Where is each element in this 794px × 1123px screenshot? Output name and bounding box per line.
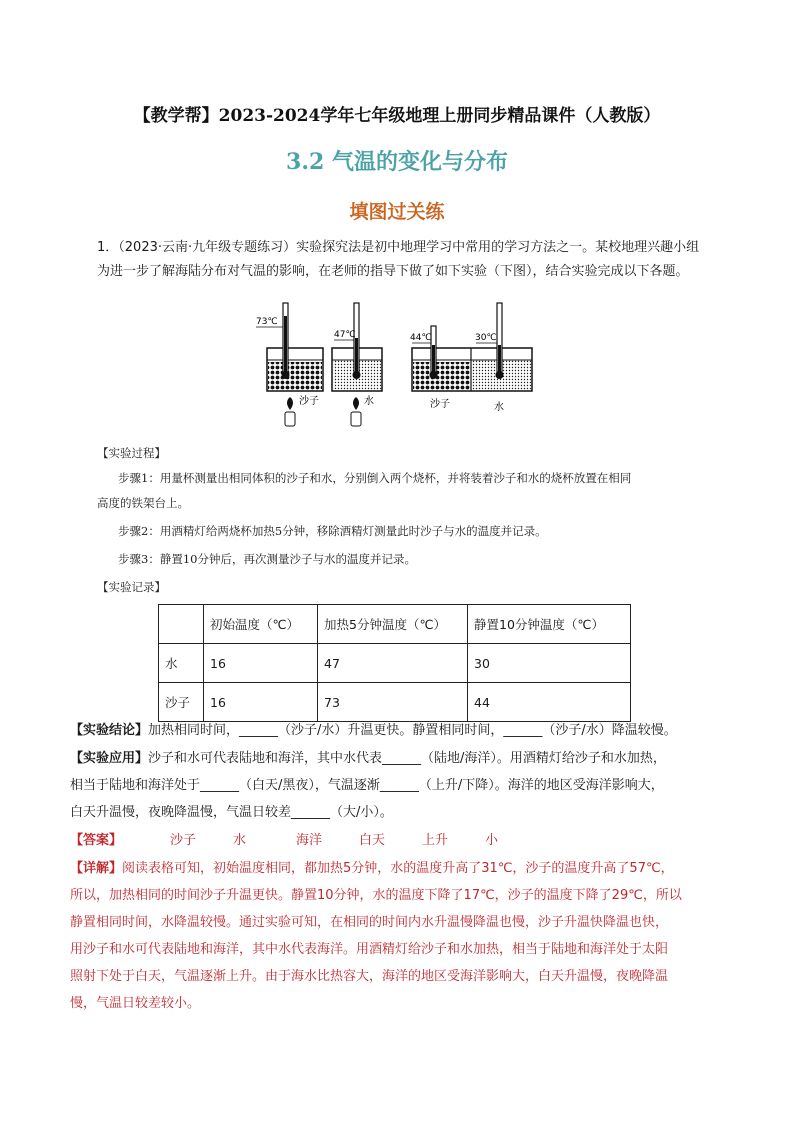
label-sand-2: 沙子 (430, 399, 450, 410)
explanation-line-6: 慢，气温日较差较小。 (70, 996, 201, 1011)
table-cell: 水 (159, 644, 204, 683)
answer-item: 小 (485, 833, 499, 848)
table-cell: 44 (468, 683, 631, 722)
table-header-cell (159, 605, 204, 644)
table-header-cell: 初始温度（℃） (204, 605, 318, 644)
answer-item: 海洋 (296, 833, 323, 848)
step-2: 步骤2：用酒精灯给两烧杯加热5分钟，移除酒精灯测量此时沙子与水的温度并记录。 (118, 524, 547, 538)
label-water-1: 水 (364, 396, 374, 407)
answer-item: 水 (233, 833, 247, 848)
answer-item: 沙子 (170, 833, 197, 848)
conclusion (70, 717, 730, 744)
application-line-3: 白天升温慢，夜晚降温慢，气温日较差______（大/小）。 (70, 805, 393, 820)
step-1-line-a: 步骤1：用量杯测量出相同体积的沙子和水，分别倒入两个烧杯，并将装着沙子和水的烧杯放置在相同 (118, 471, 632, 485)
conclusion-label: 【实验结论】 (70, 723, 149, 738)
series-title: 【教学帮】2023-2024学年七年级地理上册同步精品课件（人教版） (133, 106, 661, 126)
explanation-line-4: 用沙子和水可代表陆地和海洋，其中水代表海洋。用酒精灯给沙子和水加热，相当于陆地和海洋处于太阳 (70, 942, 669, 957)
table-cell: 47 (318, 644, 468, 683)
thermo-reading-2: 47℃ (334, 330, 356, 340)
table-cell: 30 (468, 644, 631, 683)
record-table (158, 604, 631, 722)
label-sand-1: 沙子 (299, 396, 319, 407)
record-heading: 【实验记录】 (97, 580, 166, 594)
beaker-water-heated (332, 303, 382, 391)
application-line-2: 相当于陆地和海洋处于______（白天/黑夜），气温逐渐______（上升/下降）。海洋的地区受海洋影响大， (70, 778, 664, 793)
table-header-cell: 静置10分钟温度（℃） (468, 605, 631, 644)
explanation-line-5: 照射下处于白天，气温逐渐上升。由于海水比热容大，海洋的地区受海洋影响大，白天升温慢，夜晚降温 (70, 969, 669, 984)
question-line-2: 为进一步了解海陆分布对气温的影响，在老师的指导下做了如下实验（下图），结合实验完成以下各题。 (97, 264, 689, 279)
answer-item: 上升 (422, 833, 449, 848)
burner-icon (351, 397, 361, 426)
table-header-row (159, 605, 631, 644)
answer-label: 【答案】 (70, 833, 123, 848)
question-text (97, 236, 717, 284)
thermo-reading-1: 73℃ (256, 317, 278, 327)
explanation-line-3: 静置相同时间，水降温较慢。通过实验可知，在相同的时间内水升温慢降温也慢，沙子升温快降温也快， (70, 915, 669, 930)
answer-item: 白天 (359, 833, 386, 848)
application-line-1: 沙子和水可代表陆地和海洋，其中水代表______（陆地/海洋）。用酒精灯给沙子和水加热， (148, 751, 666, 766)
answer-row (70, 827, 730, 854)
conclusion-text: 加热相同时间，______（沙子/水）升温更快。静置相同时间，______（沙子/水）降温较慢。 (148, 723, 677, 738)
table-cell: 73 (318, 683, 468, 722)
application-label: 【实验应用】 (70, 751, 149, 766)
table-header-cell: 加热5分钟温度（℃） (318, 605, 468, 644)
application (70, 745, 730, 826)
table-cell: 16 (204, 683, 318, 722)
table-cell: 16 (204, 644, 318, 683)
table-row (159, 683, 631, 722)
explanation-line-2: 所以，加热相同的时间沙子升温更快。静置10分钟，水的温度下降了17℃，沙子的温度下降了29℃，所以 (70, 888, 682, 903)
question-line-1: 1．（2023·云南·九年级专题练习）实验探究法是初中地理学习中常用的学习方法之一。某校地理兴趣小组 (97, 240, 700, 255)
process-heading: 【实验过程】 (97, 446, 166, 460)
experiment-figure (250, 300, 540, 434)
step-3: 步骤3：静置10分钟后，再次测量沙子与水的温度并记录。 (118, 552, 416, 566)
table-row (159, 644, 631, 683)
explanation-label: 【详解】 (70, 861, 123, 876)
explanation (70, 855, 730, 1017)
beaker-combined (412, 303, 532, 391)
step-1-line-b: 高度的铁架台上。 (97, 496, 189, 510)
lesson-title: 3.2 气温的变化与分布 (286, 149, 508, 175)
explanation-line-1: 阅读表格可知，初始温度相同，都加热5分钟，水的温度升高了31℃，沙子的温度升高了57℃， (122, 861, 674, 876)
table-cell: 沙子 (159, 683, 204, 722)
label-water-2: 水 (494, 402, 504, 413)
thermo-reading-4: 30℃ (475, 333, 497, 343)
burner-icon (285, 397, 295, 426)
section-title: 填图过关练 (349, 201, 445, 223)
thermo-reading-3: 44℃ (410, 333, 432, 343)
